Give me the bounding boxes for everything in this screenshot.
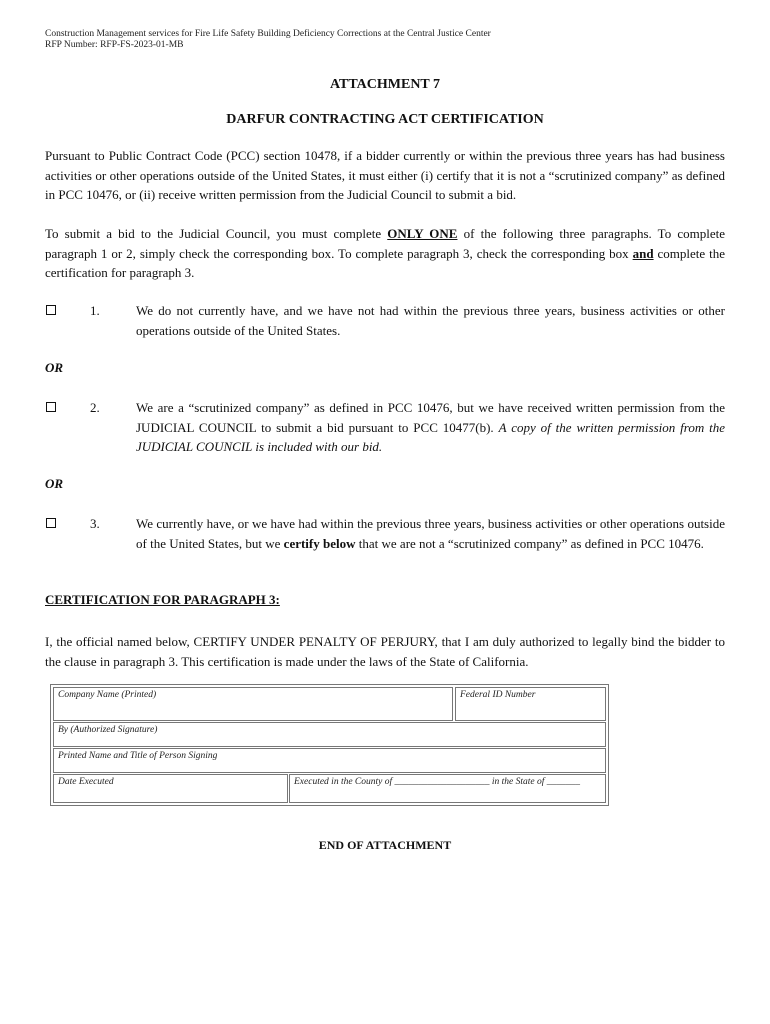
option-3-text-bold: certify below [283, 535, 356, 551]
or-separator-2: OR [45, 476, 64, 491]
option-3-text [136, 514, 725, 553]
certification-paragraph: I, the official named below, CERTIFY UNDER PENALTY OF PERJURY, that I am duly authorized to legally bind the bidder to the clause in paragraph 3. This certification is made under the laws of the State of California. [45, 634, 725, 669]
executed-in-field[interactable] [289, 774, 606, 803]
option-2-text-italic: A copy of the written permission from the JUDICIAL COUNCIL is included with our bid. [136, 419, 726, 454]
executed-in-label: Executed in the County of ____________________ in the State of _______ [294, 777, 581, 787]
option-3-text-b: that we are not a “scrutinized company” as defined in PCC 10476. [355, 535, 704, 551]
option-1-number: 1. [90, 303, 100, 318]
option-1-text: We do not currently have, and we have not had within the previous three years, business activities or other operations outside of the United States. [136, 303, 725, 338]
option-3-text-a: We currently have, or we have had within the previous three years, business activities or other operations outside of the United States, but we [136, 516, 725, 551]
federal-id-field[interactable] [455, 687, 606, 721]
signature-label: By (Authorized Signature) [58, 725, 158, 735]
end-of-attachment: END OF ATTACHMENT [318, 838, 452, 852]
option-1-checkbox[interactable] [46, 305, 56, 315]
header-project-line: Construction Management services for Fire Life Safety Building Deficiency Corrections at the Central Justice Center [45, 29, 491, 39]
company-name-field[interactable] [53, 687, 453, 721]
option-2-checkbox[interactable] [46, 402, 56, 412]
intro-paragraph: Pursuant to Public Contract Code (PCC) section 10478, if a bidder currently or within the previous three years has had business activities or other operations outside of the United States, it must either (i) certify that it is not a “scrutinized company” as defined in PCC 10476, or (ii) receive written permission from the Judicial Council to submit a bid. [45, 148, 725, 202]
instructions-text-1: To submit a bid to the Judicial Council, you must complete [45, 226, 388, 241]
option-2-number: 2. [90, 400, 100, 415]
instructions-emphasis-and: and [632, 245, 654, 261]
company-name-label: Company Name (Printed) [58, 690, 157, 700]
printed-name-label: Printed Name and Title of Person Signing [58, 751, 218, 761]
federal-id-label: Federal ID Number [460, 690, 536, 700]
or-separator-1: OR [45, 360, 64, 375]
option-3-number: 3. [90, 516, 100, 531]
certification-heading: CERTIFICATION FOR PARAGRAPH 3: [45, 592, 280, 607]
certification-form [50, 684, 609, 806]
header-rfp-number: RFP Number: RFP-FS-2023-01-MB [45, 40, 184, 50]
instructions-text-3: complete the certification for paragraph 3. [45, 245, 726, 280]
option-2-text [136, 398, 725, 457]
attachment-title: ATTACHMENT 7 [329, 77, 441, 92]
document-subtitle: DARFUR CONTRACTING ACT CERTIFICATION [226, 112, 544, 127]
instructions-emphasis-only-one: ONLY ONE [387, 226, 458, 241]
signature-field[interactable] [53, 722, 606, 747]
date-executed-label: Date Executed [58, 777, 114, 787]
instructions-paragraph [45, 224, 725, 283]
printed-name-field[interactable] [53, 748, 606, 773]
option-3-checkbox[interactable] [46, 518, 56, 528]
option-2-text-main: We are a “scrutinized company” as defined in PCC 10476, but we have received written permission from the JUDICIAL COUNCIL to submit a bid pursuant to PCC 10477(b). [136, 400, 725, 435]
document-header [45, 29, 491, 51]
date-executed-field[interactable] [53, 774, 288, 803]
instructions-text-2: of the following three paragraphs. To complete paragraph 1 or 2, simply check the corresponding box. To complete paragraph 3, check the corresponding box [45, 226, 725, 261]
